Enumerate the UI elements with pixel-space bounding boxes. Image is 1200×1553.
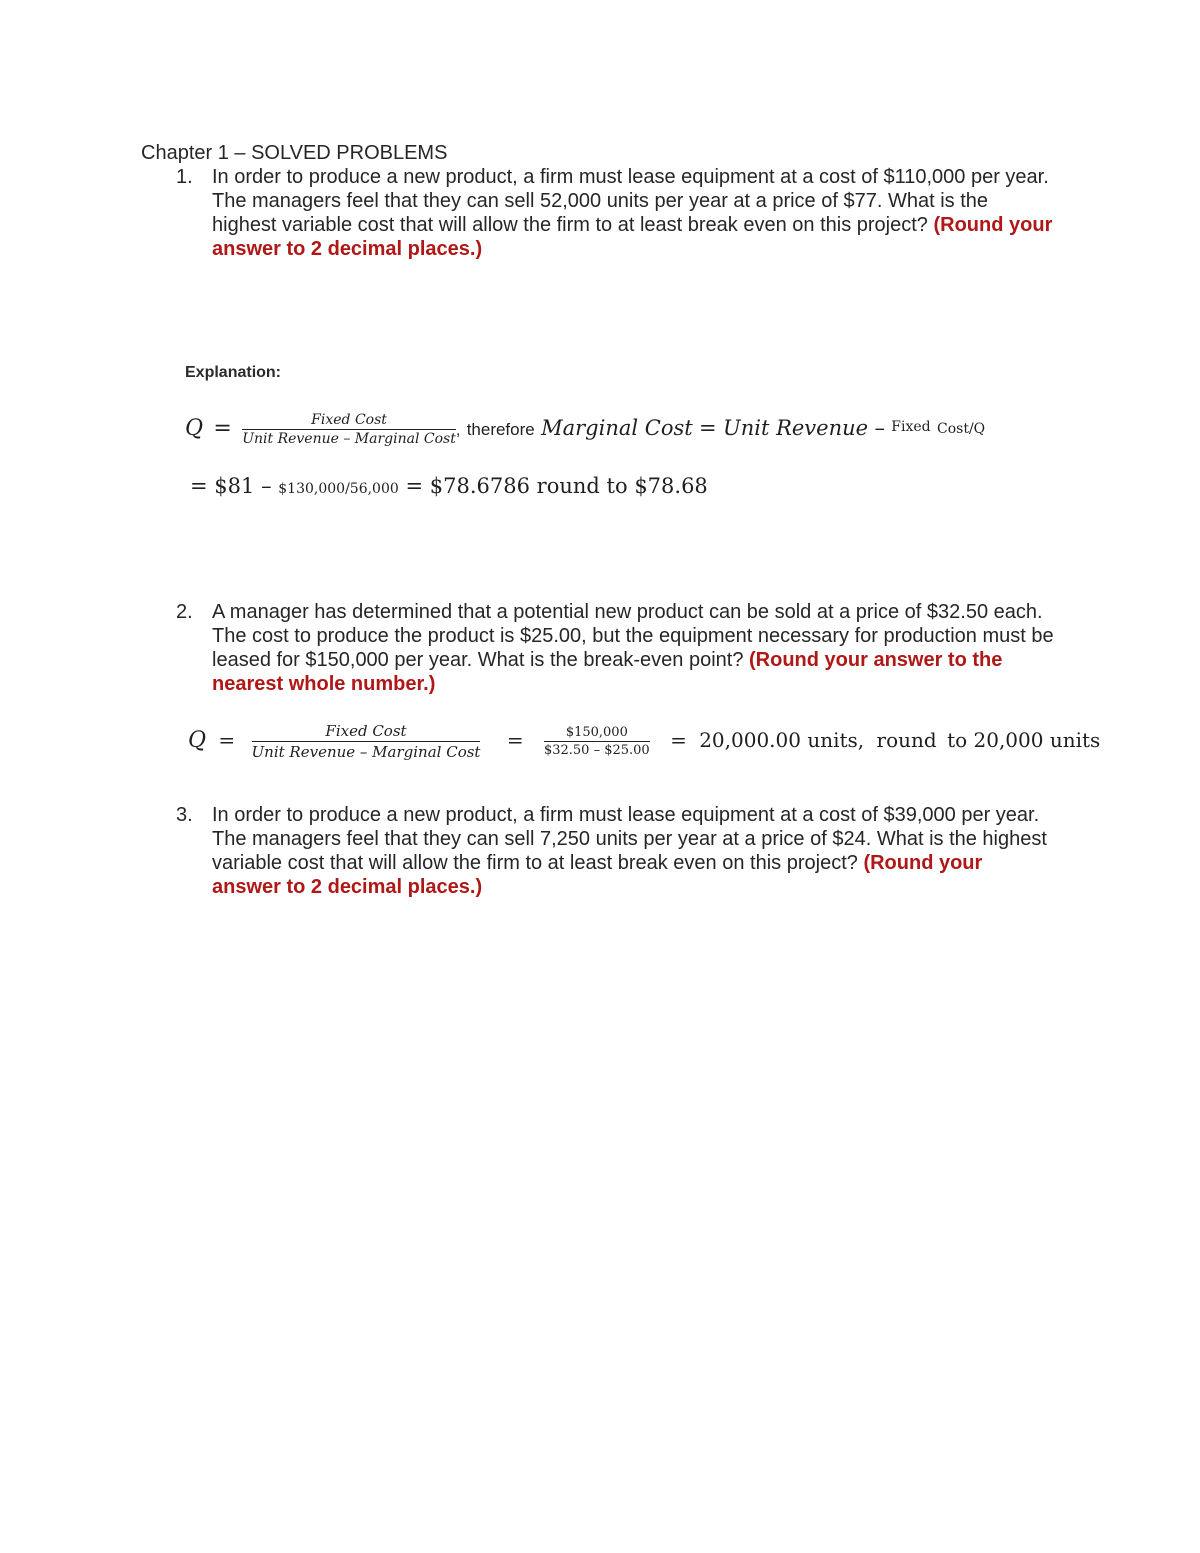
fixed-over-quantity: $130,000/56,000 <box>278 481 399 497</box>
round-word: round <box>536 474 600 498</box>
q-symbol: Q <box>185 416 204 441</box>
fraction <box>242 412 456 447</box>
explanation-label: Explanation: <box>185 364 282 381</box>
fixed-term: Fixed <box>891 419 931 435</box>
problem-question: In order to produce a new product, a firm must lease equipment at a cost of $39,000 per year. The managers feel that they can sell 7,250 units per year at a price of $24. What is the highest variable cost that will allow the firm to at least break even on this project? <box>212 804 1047 874</box>
price-value: $81 <box>214 474 255 498</box>
fraction-denominator: Unit Revenue – Marginal Cost <box>251 743 481 761</box>
round-word: round <box>876 728 937 752</box>
minus-sign: – <box>874 416 885 440</box>
rounding-note: (Round your answer to 2 decimal places.) <box>212 852 983 898</box>
units-word: units <box>1049 728 1101 752</box>
equals-sign: = <box>213 416 232 441</box>
therefore-text: therefore <box>466 420 535 439</box>
rounding-note: (Round your answer to the nearest whole number.) <box>212 649 1003 695</box>
cost-over-q-term: Cost/Q <box>937 421 986 437</box>
fraction-numerator: Fixed Cost <box>252 722 481 742</box>
fraction <box>252 722 481 761</box>
rounded-value: 20,000 <box>973 728 1044 752</box>
unit-revenue-term: Unit Revenue <box>723 416 869 440</box>
problem-text <box>212 803 1056 899</box>
rounding-note: (Round your answer to 2 decimal places.) <box>212 214 1053 260</box>
problem-3 <box>176 803 1056 899</box>
problem-2 <box>176 600 1056 696</box>
equals-sign: = <box>405 474 424 498</box>
problem-number: 3. <box>176 804 193 826</box>
problem-question: A manager has determined that a potential new product can be sold at a price of $32.50 each. The cost to produce the product is $25.00, but the equipment necessary for production must be leased for $150,000 per year. What is the break-even point? <box>212 601 1054 671</box>
problem-question: In order to produce a new product, a firm must lease equipment at a cost of $110,000 per year. The managers feel that they can sell 52,000 units per year at a price of $77. What is the highest variable cost that will allow the firm to at least break even on this project? <box>212 166 1049 236</box>
formula-break-even-point <box>188 722 1100 761</box>
formula-calculation <box>190 474 708 498</box>
chapter-title: Chapter 1 – SOLVED PROBLEMS <box>141 142 448 164</box>
problem-text <box>212 600 1056 696</box>
marginal-cost-term: Marginal Cost <box>541 416 693 440</box>
equals-sign: = <box>218 728 236 752</box>
units-word: units, <box>807 728 865 752</box>
fraction-denominator-value: $32.50 – $25.00 <box>543 743 650 758</box>
problem-1 <box>176 165 1056 261</box>
q-symbol: Q <box>188 728 207 753</box>
equals-sign: = <box>506 728 524 752</box>
problem-text <box>212 165 1056 261</box>
result-value: $78.6786 <box>429 474 530 498</box>
comma: , <box>455 422 461 439</box>
result-value: 20,000.00 <box>699 728 801 752</box>
fraction-numerator-value: $150,000 <box>544 725 650 742</box>
minus-sign: – <box>261 474 272 498</box>
to-word: to <box>606 474 628 498</box>
equals-sign: = <box>190 474 208 498</box>
problem-number: 2. <box>176 601 193 623</box>
rounded-value: $78.68 <box>634 474 708 498</box>
fraction-numerator: Fixed Cost <box>242 412 456 430</box>
equals-sign: = <box>670 728 687 752</box>
value-fraction <box>544 725 650 758</box>
equals-sign: = <box>699 416 717 440</box>
formula-break-even <box>185 412 985 447</box>
to-word: to <box>947 728 968 752</box>
problem-number: 1. <box>176 166 193 188</box>
fraction-denominator: Unit Revenue – Marginal Cost <box>242 431 456 447</box>
